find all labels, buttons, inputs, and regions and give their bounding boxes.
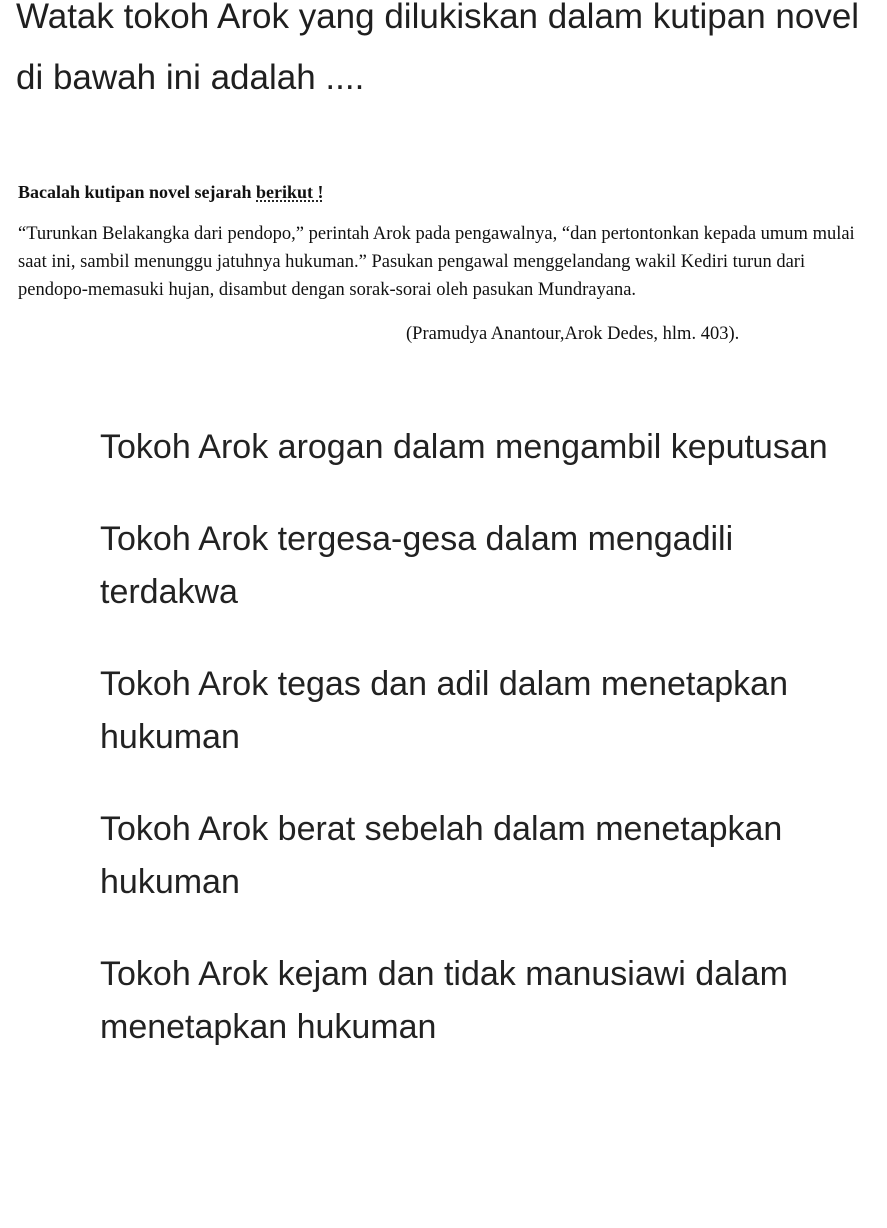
passage-image [18,180,870,348]
answer-options [100,421,860,1093]
passage-quote: “Turunkan Belakangka dari pendopo,” perintah Arok pada pengawalnya, “dan pertontonkan kepada umum mulai saat ini, sambil menunggu jatuhnya hukuman.” Pasukan pengawal menggelandang wakil Kediri turun dari pendopo-memasuki hujan, disambut dengan sorak-sorai oleh pasukan Mundrayana. [18,224,855,300]
option-c[interactable]: Tokoh Arok tegas dan adil dalam menetapkan hukuman [100,665,789,756]
option-d[interactable]: Tokoh Arok berat sebelah dalam menetapkan hukuman [100,810,783,901]
instruction-underlined: berikut ! [256,182,324,202]
option-b[interactable]: Tokoh Arok tergesa-gesa dalam mengadili terdakwa [100,520,734,611]
passage-instruction [18,180,870,204]
question-text: Watak tokoh Arok yang dilukiskan dalam kutipan novel di bawah ini adalah .... [16,0,860,97]
instruction-prefix: Bacalah kutipan novel sejarah [18,182,257,202]
option-a[interactable]: Tokoh Arok arogan dalam mengambil keputusan [100,428,828,466]
passage-citation: (Pramudya Anantour,Arok Dedes, hlm. 403). [406,324,740,344]
option-e[interactable]: Tokoh Arok kejam dan tidak manusiawi dalam menetapkan hukuman [100,955,788,1046]
